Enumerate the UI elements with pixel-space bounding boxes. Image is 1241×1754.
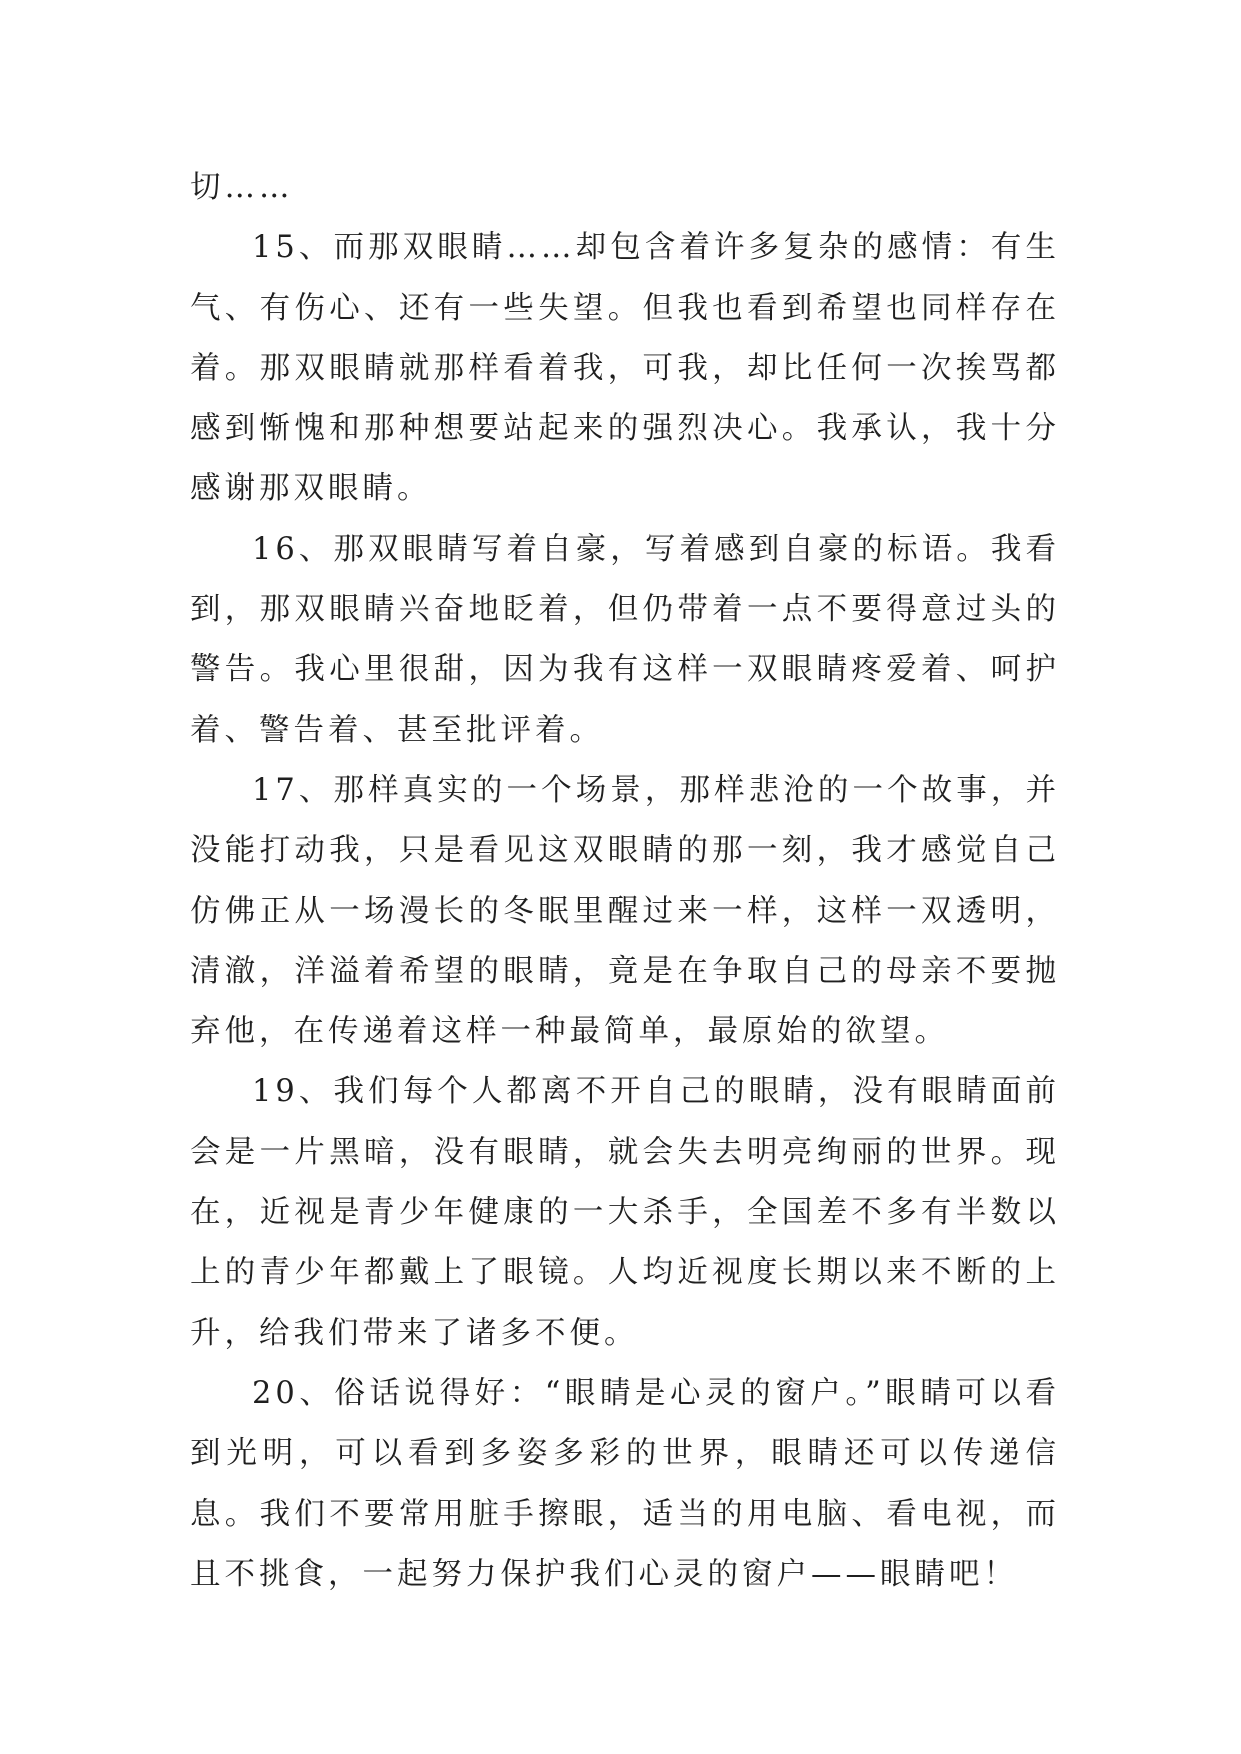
paragraph-15: 15、而那双眼睛……却包含着许多复杂的感情：有生气、有伤心、还有一些失望。但我也看到希望也同样存在着。那双眼睛就那样看着我，可我，却比任何一次挨骂都感到惭愧和那种想要站起来的强烈决心。我承认，我十分感谢那双眼睛。 [190, 230, 1060, 507]
paragraph-19: 19、我们每个人都离不开自己的眼睛，没有眼睛面前会是一片黑暗，没有眼睛，就会失去明亮绚丽的世界。现在，近视是青少年健康的一大杀手，全国差不多有半数以上的青少年都戴上了眼镜。人均近视度长期以来不断的上升，给我们带来了诸多不便。 [190, 1074, 1060, 1351]
document-body [190, 158, 1060, 1605]
paragraph-17: 17、那样真实的一个场景，那样悲沧的一个故事，并没能打动我，只是看见这双眼睛的那一刻，我才感觉自己仿佛正从一场漫长的冬眠里醒过来一样，这样一双透明，清澈，洋溢着希望的眼睛，竟是在争取自己的母亲不要抛弃他，在传递着这样一种最简单，最原始的欲望。 [190, 772, 1060, 1050]
paragraph-continuation: 切…… [190, 170, 294, 205]
paragraph-20: 20、俗话说得好：“眼睛是心灵的窗户。”眼睛可以看到光明，可以看到多姿多彩的世界，眼睛还可以传递信息。我们不要常用脏手擦眼，适当的用电脑、看电视，而且不挑食，一起努力保护我们心灵的窗户——眼睛吧！ [190, 1375, 1060, 1592]
paragraph-16: 16、那双眼睛写着自豪，写着感到自豪的标语。我看到，那双眼睛兴奋地眨着，但仍带着一点不要得意过头的警告。我心里很甜，因为我有这样一双眼睛疼爱着、呵护着、警告着、甚至批评着。 [190, 531, 1060, 748]
